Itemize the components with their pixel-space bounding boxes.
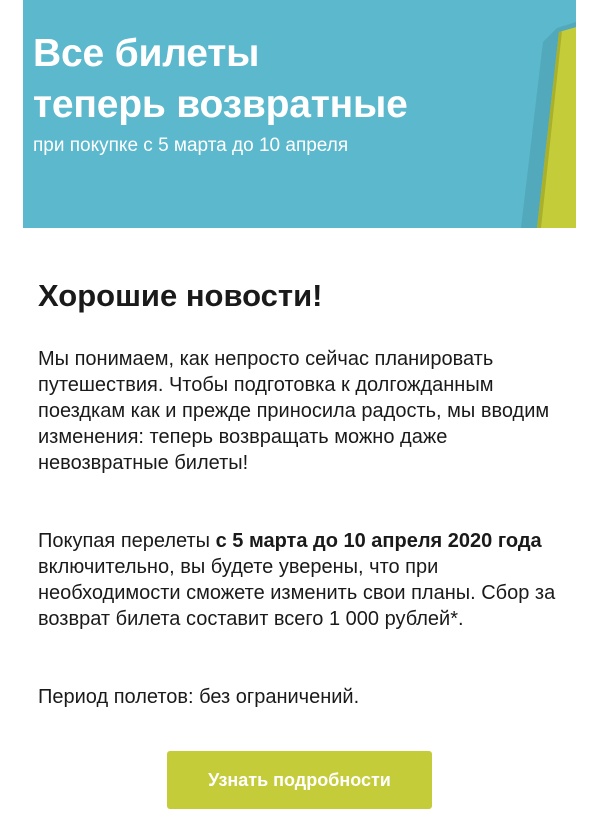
dates-paragraph	[38, 528, 568, 632]
article-heading: Хорошие новости!	[38, 278, 323, 313]
promo-banner	[23, 0, 576, 228]
banner-title-line1: Все билеты	[33, 32, 260, 75]
intro-paragraph: Мы понимаем, как непросто сейчас планировать путешествия. Чтобы подготовка к долгожданным поездкам как и прежде приносила радость, мы вводим изменения: теперь возвращать можно даже невозвратные билеты!	[38, 348, 550, 474]
dates-paragraph-highlight: с 5 марта до 10 апреля 2020 года	[215, 530, 542, 552]
article-content	[38, 276, 568, 708]
dates-paragraph-rest: включительно, вы будете уверены, что при необходимости сможете изменить свои планы. Сбор за возврат билета составит всего 1 000 рублей*.	[38, 556, 556, 630]
banner-title-line2: теперь возвратные	[33, 83, 408, 126]
ticket-edge-icon	[521, 0, 576, 228]
banner-title	[33, 28, 408, 130]
banner-subtitle: при покупке с 5 марта до 10 апреля	[33, 135, 349, 156]
dates-paragraph-lead: Покупая перелеты	[38, 530, 216, 552]
flight-period-paragraph: Период полетов: без ограничений.	[38, 686, 360, 708]
learn-more-button[interactable]: Узнать подробности	[167, 751, 432, 809]
